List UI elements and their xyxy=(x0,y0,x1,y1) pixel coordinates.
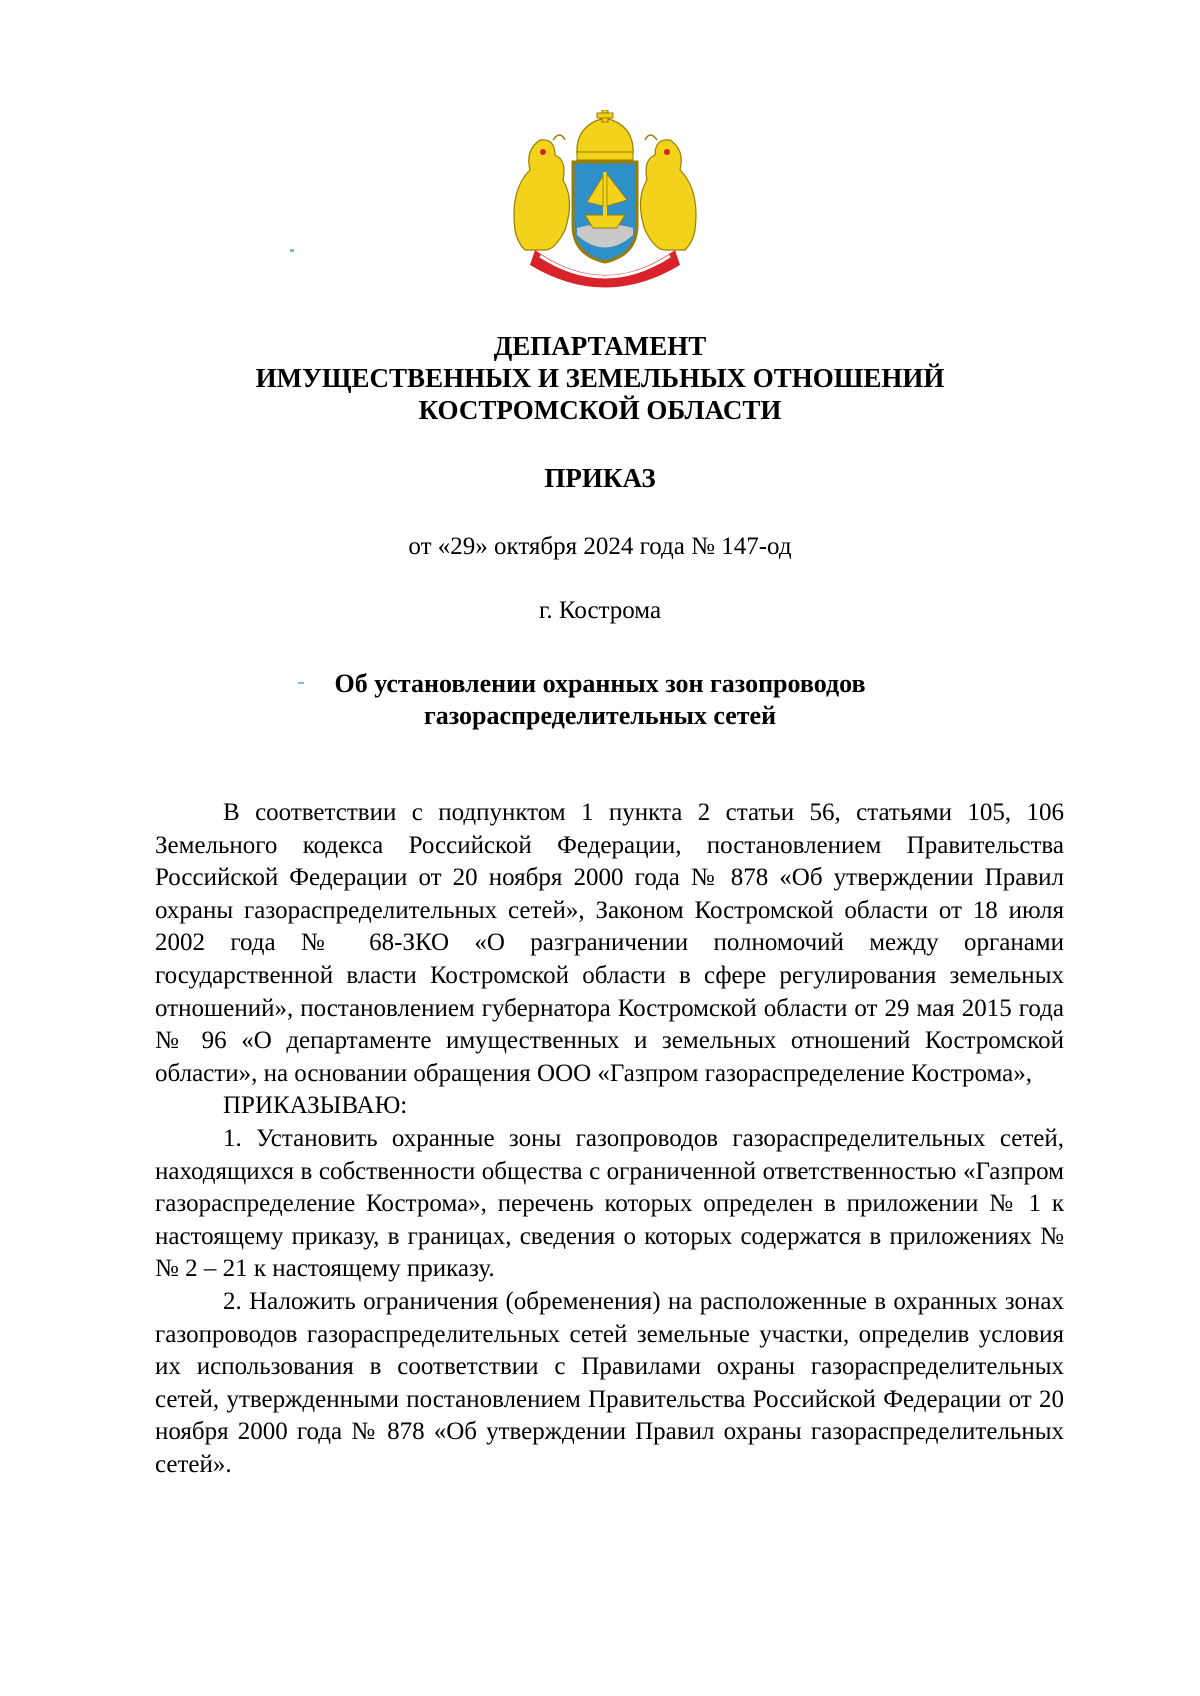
subject-line-2: газораспределительных сетей xyxy=(423,701,777,730)
date-and-number: от «29» октября 2024 года № 147-од xyxy=(408,533,792,560)
order-body xyxy=(155,797,1064,1481)
order-subject xyxy=(0,668,1200,732)
order-item-1: 1. Установить охранные зоны газопроводов газораспределительных сетей, находящихся в собственности общества с ограниченной ответственностью «Газпром газораспределение Кострома», перечень которых определен в приложении № 1 к настоящему приказу, в границах, сведения о которых содержатся в приложениях №№ 2 – 21 к настоящему приказу. xyxy=(155,1124,1064,1283)
preamble-paragraph: В соответствии с подпунктом 1 пункта 2 статьи 56, статьями 105, 106 Земельного кодекса Российской Федерации, постановлением Правительства Российской Федерации от 20 ноября 2000 года № 878 «Об утверждении Правил охраны газораспределительных сетей», Законом Костромской области от 18 июля 2002 года № 68-ЗКО «О разграничении полномочий между органами государственной власти Костромской области в сфере регулирования земельных отношений», постановлением губернатора Костромской области от 29 мая 2015 года № 96 «О департаменте имущественных и земельных отношений Костромской области», на основании обращения ООО «Газпром газораспределение Кострома», xyxy=(155,799,1064,1087)
city: г. Кострома xyxy=(538,597,662,624)
scan-artifact xyxy=(298,682,304,684)
department-line-2: ИМУЩЕСТВЕННЫХ И ЗЕМЕЛЬНЫХ ОТНОШЕНИЙ xyxy=(255,363,945,393)
department-line-1: ДЕПАРТАМЕНТ xyxy=(493,331,707,361)
subject-line-1: Об установлении охранных зон газопроводов xyxy=(334,669,866,698)
order-word: ПРИКАЗЫВАЮ: xyxy=(223,1092,408,1120)
coat-of-arms-emblem xyxy=(505,110,705,295)
department-line-3: КОСТРОМСКОЙ ОБЛАСТИ xyxy=(418,395,782,425)
scan-artifact xyxy=(290,249,294,252)
department-name xyxy=(0,330,1200,426)
document-type-title: ПРИКАЗ xyxy=(544,463,656,493)
order-item-2: 2. Наложить ограничения (обременения) на расположенные в охранных зонах газопроводов газораспределительных сетей земельные участки, определив условия их использования в соответствии с Правилами охраны газораспределительных сетей, утвержденными постановлением Правительства Российской Федерации от 20 ноября 2000 года № 878 «Об утверждении Правил охраны газораспределительных сетей». xyxy=(155,1287,1064,1478)
